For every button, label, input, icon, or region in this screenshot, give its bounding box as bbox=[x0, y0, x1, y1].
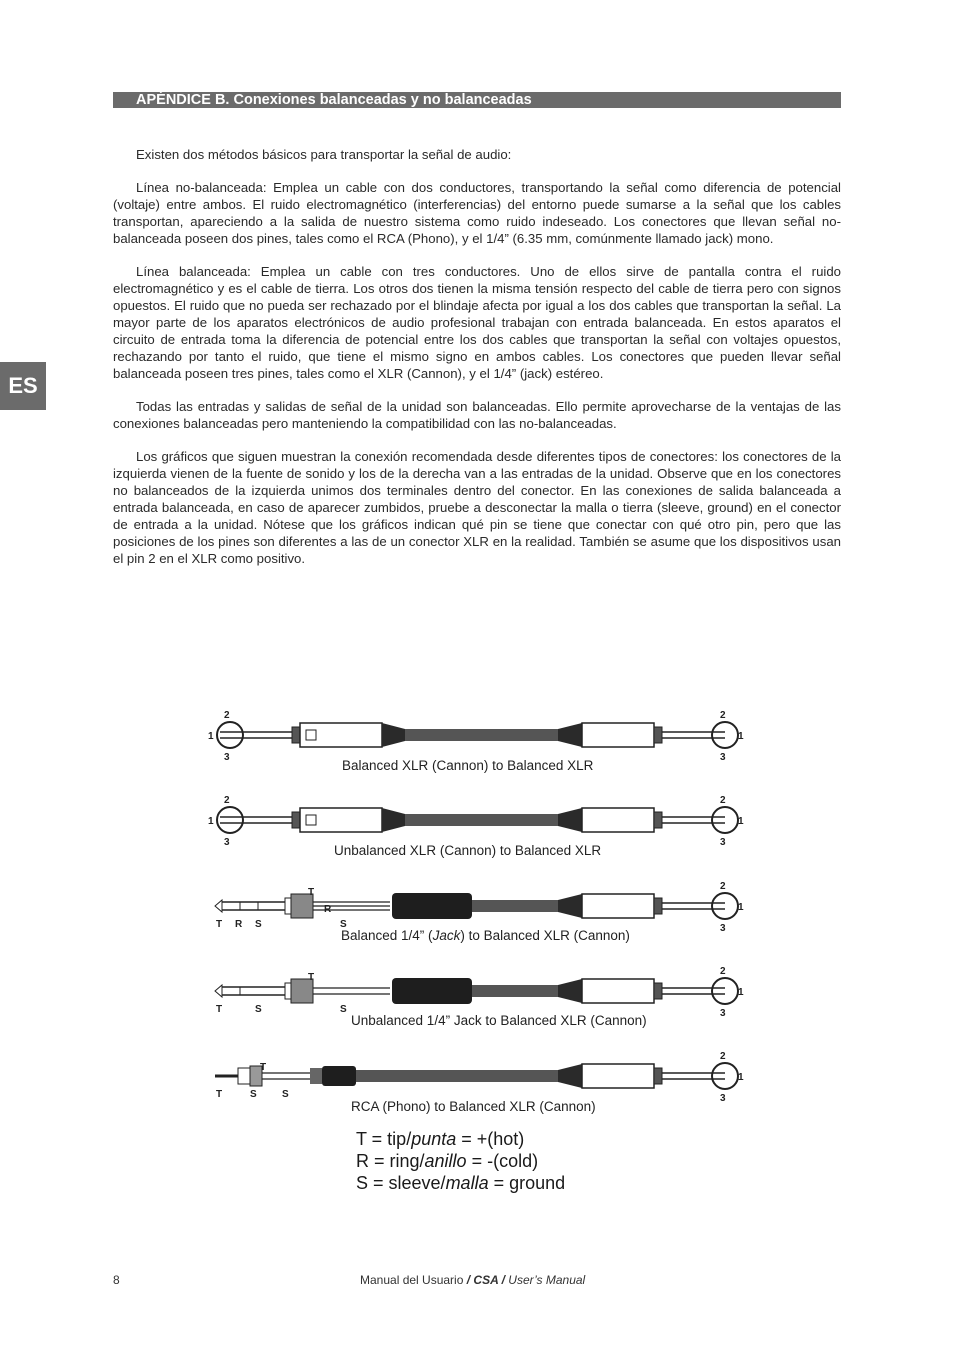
svg-text:T: T bbox=[308, 972, 315, 983]
footer-brand: / CSA / bbox=[466, 1273, 505, 1287]
pin-legend bbox=[356, 1128, 565, 1194]
language-tab: ES bbox=[0, 362, 46, 410]
svg-text:2: 2 bbox=[720, 966, 726, 977]
svg-text:1: 1 bbox=[738, 1072, 744, 1083]
svg-text:2: 2 bbox=[224, 710, 230, 721]
svg-text:R: R bbox=[324, 904, 332, 915]
diagram-rca-xlr bbox=[215, 1051, 744, 1104]
caption-jack-unbal-xlr: Unbalanced 1/4” Jack to Balanced XLR (Cannon) bbox=[351, 1013, 647, 1028]
paragraph-intro: Existen dos métodos básicos para transportar la señal de audio: bbox=[136, 147, 512, 162]
svg-text:T: T bbox=[216, 1004, 223, 1015]
svg-text:3: 3 bbox=[720, 1093, 726, 1104]
svg-text:2: 2 bbox=[720, 1051, 726, 1062]
svg-text:T: T bbox=[216, 919, 223, 930]
svg-text:1: 1 bbox=[208, 731, 214, 742]
svg-text:2: 2 bbox=[720, 795, 726, 806]
svg-text:2: 2 bbox=[720, 881, 726, 892]
section-header-bar bbox=[113, 92, 841, 108]
diagram-xlr-xlr bbox=[208, 710, 744, 763]
svg-text:3: 3 bbox=[224, 837, 230, 848]
svg-text:R: R bbox=[235, 919, 243, 930]
svg-text:T: T bbox=[308, 887, 315, 898]
svg-text:S: S bbox=[255, 1004, 262, 1015]
body-text bbox=[113, 146, 841, 583]
svg-text:2: 2 bbox=[224, 795, 230, 806]
svg-text:S: S bbox=[255, 919, 262, 930]
svg-text:3: 3 bbox=[720, 837, 726, 848]
paragraph-graphics: Los gráficos que siguen muestran la conexión recomendada desde diferentes tipos de conectores: los conectores de la izquierda vienen de la fuente de sonido y los de la derecha van a las entradas de la unidad. Observe que en los conectores no balanceados de la izquierda unimos dos terminales dentro del conector. En las conexiones de salida balanceada a entrada balanceada, en caso de aparecer zumbidos, pruebe a desconectar la malla o tierra (sleeve, ground) en el conector de entrada a la unidad. Nótese que los gráficos indican qué pin se tiene que conectar con qué otro pin, pero que las posiciones de los pines son diferentes a las de un conector XLR en la realidad. También se asume que los dispositivos usan el pin 2 en el XLR como positivo. bbox=[113, 449, 841, 566]
caption-rca-xlr: RCA (Phono) to Balanced XLR (Cannon) bbox=[351, 1099, 596, 1114]
diagram-unbal-xlr-xlr bbox=[208, 795, 744, 848]
svg-text:S: S bbox=[340, 1004, 347, 1015]
svg-text:1: 1 bbox=[208, 816, 214, 827]
svg-text:S: S bbox=[250, 1089, 257, 1100]
section-title: APÉNDICE B. Conexiones balanceadas y no balanceadas bbox=[136, 92, 532, 108]
svg-text:1: 1 bbox=[738, 902, 744, 913]
svg-text:3: 3 bbox=[720, 923, 726, 934]
svg-text:1: 1 bbox=[738, 816, 744, 827]
connection-diagrams-svg bbox=[200, 700, 760, 1120]
page-number: 8 bbox=[113, 1273, 120, 1287]
svg-text:3: 3 bbox=[720, 752, 726, 763]
svg-text:3: 3 bbox=[720, 1008, 726, 1019]
svg-text:1: 1 bbox=[738, 987, 744, 998]
caption-unbal-xlr-xlr: Unbalanced XLR (Cannon) to Balanced XLR bbox=[334, 843, 602, 858]
caption-xlr-xlr: Balanced XLR (Cannon) to Balanced XLR bbox=[342, 758, 594, 773]
footer-right: User’s Manual bbox=[504, 1273, 586, 1287]
svg-text:1: 1 bbox=[738, 731, 744, 742]
svg-text:T: T bbox=[260, 1062, 267, 1073]
svg-text:S: S bbox=[282, 1089, 289, 1100]
legend-tip: T = tip/punta = +(hot) bbox=[356, 1129, 525, 1149]
footer-left: Manual del Usuario bbox=[360, 1273, 467, 1287]
svg-text:3: 3 bbox=[224, 752, 230, 763]
caption-jack-bal-xlr: Balanced 1/4” (Jack) to Balanced XLR (Cannon) bbox=[341, 928, 630, 943]
diagram-jack-unbal-xlr bbox=[215, 966, 744, 1019]
paragraph-unbalanced: Línea no-balanceada: Emplea un cable con dos conductores, transportando la señal como diferencia de potencial (voltaje) entre ambos. El ruido electromagnético (interferencias) del entorno puede sumarse a la señal que los cables transportan, apareciendo a la salida de nuestro sistema como ruido indeseado. Los conectores que llevan señal no-balanceada poseen dos pines, tales como el RCA (Phono), y el 1/4” (6.35 mm, comúnmente llamado jack) mono. bbox=[113, 180, 841, 246]
connection-diagrams bbox=[200, 700, 760, 1120]
paragraph-balanced: Línea balanceada: Emplea un cable con tres conductores. Uno de ellos sirve de pantalla contra el ruido electromagnético y es el cable de tierra. Los otros dos tienen la misma tensión respecto del cable de tierra pero con signos opuestos. El ruido que no pueda ser rechazado por el blindaje afecta por igual a los dos cables que transportan la señal. La mayor parte de los aparatos electrónicos de audio profesional trabajan con entrada balanceada. En estos aparatos el circuito de entrada toma la diferencia de potencial entre los dos cables que transportan la señal con voltajes opuestos, rechazando por tanto el ruido, que tiene el mismo signo en ambos cables. Los conectores que pueden llevar señal balanceada poseen tres pines, tales como el XLR (Cannon), y el 1/4” (jack) estéreo. bbox=[113, 264, 841, 381]
legend-ring: R = ring/anillo = -(cold) bbox=[356, 1151, 539, 1171]
legend-sleeve: S = sleeve/malla = ground bbox=[356, 1173, 566, 1193]
paragraph-io: Todas las entradas y salidas de señal de la unidad son balanceadas. Ello permite aprovecharse de la ventajas de las conexiones balanceadas pero manteniendo la compatibilidad con las no-balanceadas. bbox=[113, 399, 841, 431]
svg-text:2: 2 bbox=[720, 710, 726, 721]
svg-text:S: S bbox=[340, 919, 347, 930]
diagram-jack-bal-xlr bbox=[215, 881, 744, 934]
svg-text:T: T bbox=[216, 1089, 223, 1100]
footer bbox=[360, 1273, 585, 1287]
